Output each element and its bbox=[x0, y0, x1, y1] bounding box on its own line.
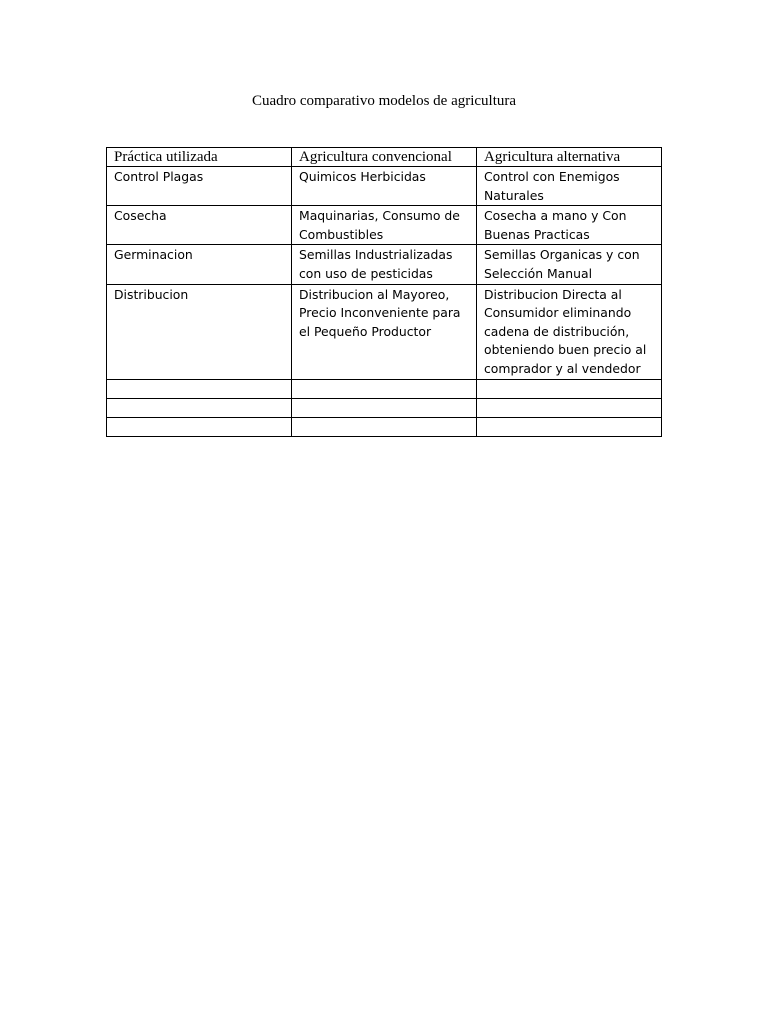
empty-table-row bbox=[107, 417, 662, 436]
table-cell bbox=[477, 379, 662, 398]
table-cell: Semillas Organicas y con Selección Manual bbox=[477, 245, 662, 284]
document-title: Cuadro comparativo modelos de agricultura bbox=[251, 93, 517, 109]
table-row bbox=[107, 167, 662, 206]
table-cell bbox=[477, 417, 662, 436]
table-cell bbox=[477, 398, 662, 417]
table-cell bbox=[107, 379, 292, 398]
table-row bbox=[107, 245, 662, 284]
empty-table-row bbox=[107, 379, 662, 398]
table-cell: Cosecha bbox=[107, 206, 292, 245]
table-cell bbox=[292, 417, 477, 436]
table-cell: Control Plagas bbox=[107, 167, 292, 206]
table-cell: Distribucion al Mayoreo, Precio Inconveniente para el Pequeño Productor bbox=[292, 284, 477, 379]
table-cell bbox=[292, 379, 477, 398]
table-cell bbox=[292, 398, 477, 417]
table-cell: Distribucion bbox=[107, 284, 292, 379]
table-row bbox=[107, 206, 662, 245]
table-cell: Control con Enemigos Naturales bbox=[477, 167, 662, 206]
table-cell: Maquinarias, Consumo de Combustibles bbox=[292, 206, 477, 245]
table-header-row bbox=[107, 148, 662, 167]
table-cell: Distribucion Directa al Consumidor eliminando cadena de distribución, obteniendo buen precio al comprador y al vendedor bbox=[477, 284, 662, 379]
header-convencional: Agricultura convencional bbox=[292, 148, 477, 167]
table-cell bbox=[107, 417, 292, 436]
empty-table-row bbox=[107, 398, 662, 417]
table-cell: Cosecha a mano y Con Buenas Practicas bbox=[477, 206, 662, 245]
table-cell: Semillas Industrializadas con uso de pesticidas bbox=[292, 245, 477, 284]
header-practica: Práctica utilizada bbox=[107, 148, 292, 167]
table-row bbox=[107, 284, 662, 379]
comparison-table bbox=[106, 147, 662, 437]
table-cell: Quimicos Herbicidas bbox=[292, 167, 477, 206]
table-cell bbox=[107, 398, 292, 417]
header-alternativa: Agricultura alternativa bbox=[477, 148, 662, 167]
table-cell: Germinacion bbox=[107, 245, 292, 284]
